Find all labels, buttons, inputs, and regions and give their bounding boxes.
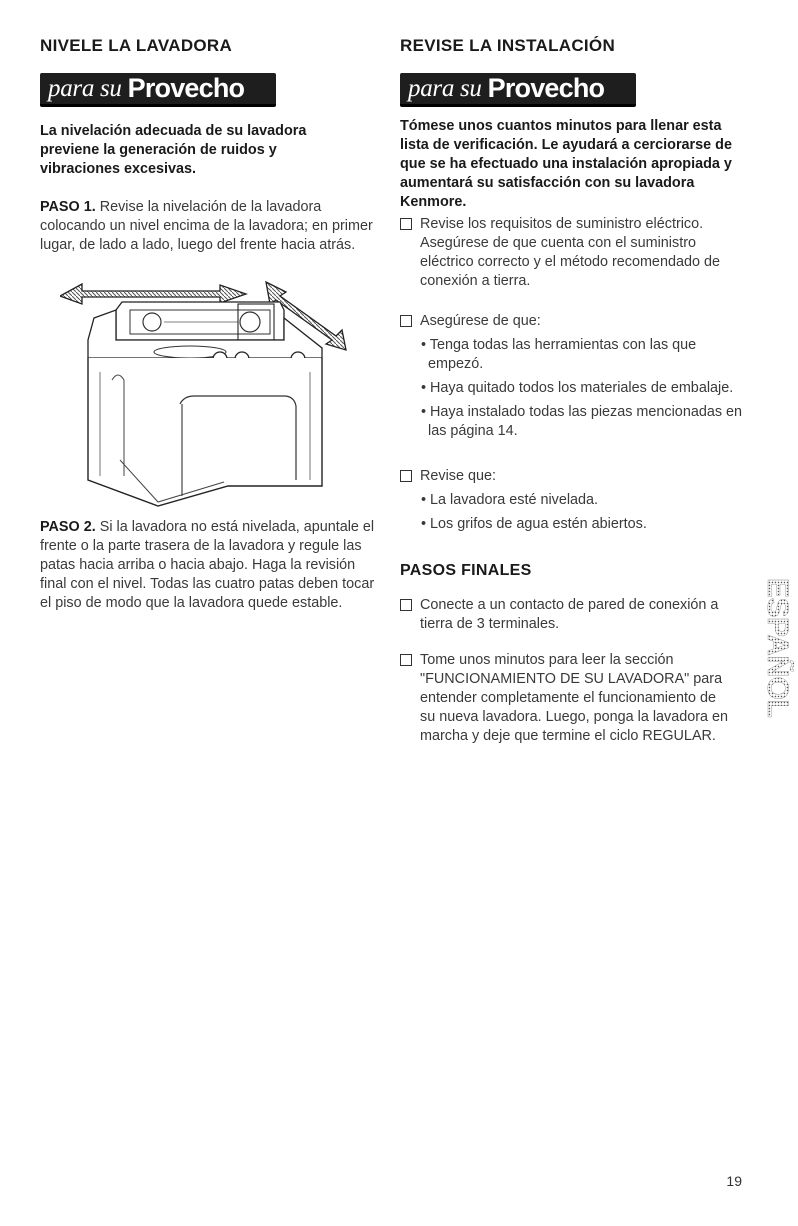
bullet-item: • Tenga todas las herramientas con las que empezó.	[421, 337, 697, 372]
side-to-side-arrow-icon	[60, 284, 246, 304]
checkbox-icon[interactable]	[400, 470, 412, 482]
level-intro: La nivelación adecuada de su lavadora previene la generación de ruidos y vibraciones excesivas.	[40, 123, 307, 177]
bullet-item: • Los grifos de agua estén abiertos.	[421, 516, 647, 532]
para-su-provecho-banner-right	[400, 73, 636, 107]
checklist-item-text: Revise que:	[420, 468, 496, 484]
checklist-item-ensure	[400, 312, 745, 441]
step-2-label: PASO 2.	[40, 519, 96, 535]
bullet-item: • Haya instalado todas las piezas mencionadas en las página 14.	[421, 404, 743, 439]
checklist-item-text: Asegúrese de que:	[420, 313, 541, 329]
checklist-item-read-manual	[400, 651, 730, 746]
checklist-item-text: Tome unos minutos para leer la sección "FUNCIONAMIENTO DE SU LAVADORA" para entender completamente el funcionamiento de su nueva lavadora. Luego, ponga la lavadora en marcha y deje que termine el ciclo REGULAR.	[420, 652, 729, 744]
bullet-item: • Haya quitado todos los materiales de embalaje.	[421, 380, 734, 396]
section-title-level: NIVELE LA LAVADORA	[40, 36, 233, 55]
banner-provecho-right: Provecho	[487, 73, 605, 103]
section-title-check-installation: REVISE LA INSTALACIÓN	[400, 36, 616, 55]
language-side-tab-graphic	[758, 576, 794, 754]
checkbox-icon[interactable]	[400, 654, 412, 666]
language-side-tab-label: ESPAÑOL	[761, 578, 794, 718]
para-su-provecho-banner	[40, 73, 276, 107]
banner-para-su: para su	[48, 74, 122, 102]
checklist-item-text: Revise los requisitos de suministro eléctrico. Asegúrese de que cuenta con el suministro eléctrico correcto y el método recomendado de conexión a tierra.	[420, 216, 720, 289]
section-title-final-steps: PASOS FINALES	[400, 562, 532, 579]
step-2-text	[40, 518, 380, 613]
banner-para-su-right: para su	[408, 74, 482, 102]
checkbox-icon[interactable]	[400, 599, 412, 611]
bullet-item: • La lavadora esté nivelada.	[421, 492, 599, 508]
checklist-item-verify	[400, 467, 745, 534]
language-side-tab	[758, 576, 794, 754]
page-number: 19	[726, 1173, 742, 1189]
step-1-label: PASO 1.	[40, 199, 96, 215]
checklist-item-connect	[400, 596, 720, 634]
banner-provecho: Provecho	[127, 73, 245, 103]
step-2-body: Si la lavadora no está nivelada, apuntale el frente o la parte trasera de la lavadora y regule las patas hacia arriba o hacia abajo. Haga la revisión final con el nivel. Todas las cuatro patas deben tocar el piso de modo que la lavadora quede estable.	[40, 519, 375, 611]
step-1-body: Revise la nivelación de la lavadora colocando un nivel encima de la lavadora; en primer lugar, de lado a lado, luego del frente hacia atrás.	[40, 199, 373, 253]
checklist-item-text: Conecte a un contacto de pared de conexión a tierra de 3 terminales.	[420, 597, 719, 632]
washer-illustration	[60, 280, 360, 510]
step-1-text	[40, 198, 375, 255]
checklist-item-electrical	[400, 215, 745, 291]
checklist-intro: Tómese unos cuantos minutos para llenar esta lista de verificación. Le ayudará a cerciorarse de que se ha efectuado una instalación apropiada y aumentará su satisfacción con su lavadora Kenmore.	[400, 118, 732, 210]
checkbox-icon[interactable]	[400, 315, 412, 327]
checkbox-icon[interactable]	[400, 218, 412, 230]
